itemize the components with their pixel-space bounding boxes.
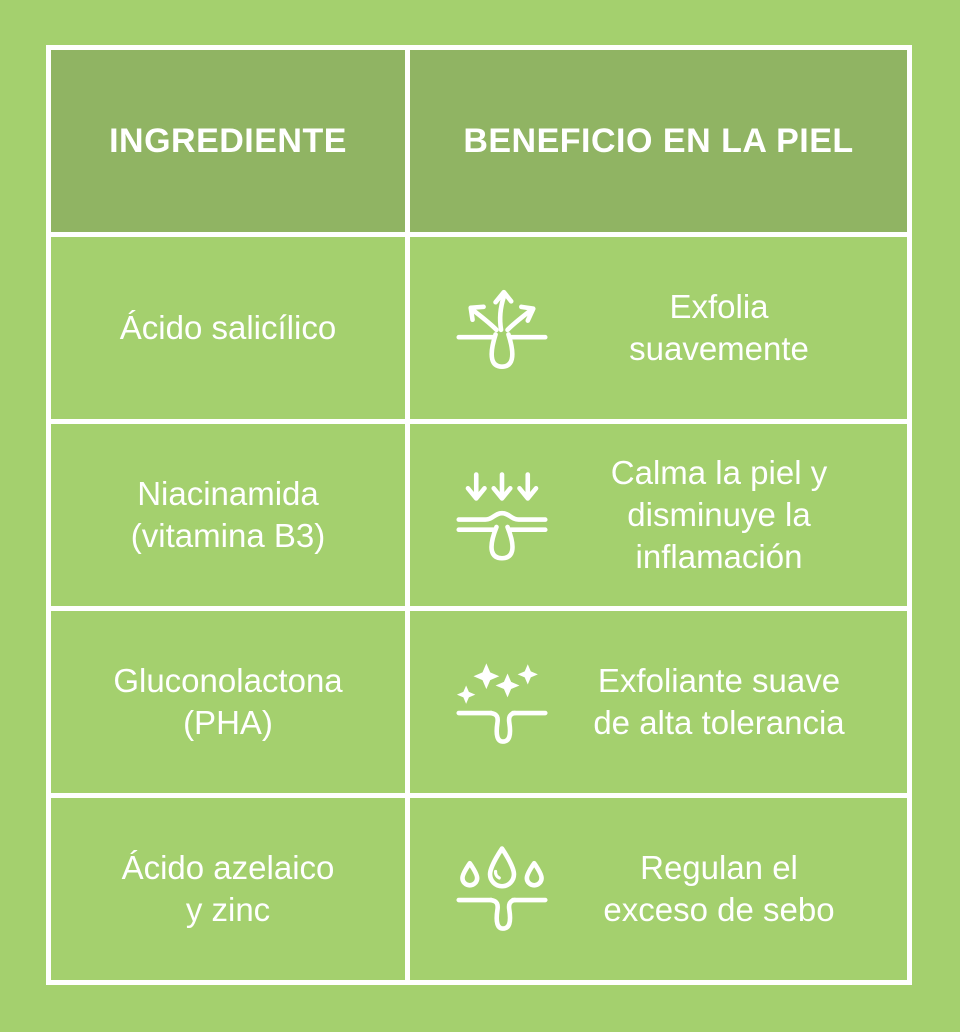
ingredient-cell-acido-salicilico <box>51 237 405 419</box>
ingredient-cell-niacinamida <box>51 424 405 606</box>
header-cell-beneficio <box>410 50 907 232</box>
sebum-droplets-icon <box>454 843 549 935</box>
benefit-text: Calma la piel y disminuye la inflamación <box>610 454 828 575</box>
skin-sparkles-icon <box>454 656 549 748</box>
skin-soothe-down-arrows-icon <box>454 469 549 561</box>
ingredient-text: Ácido salicílico <box>119 309 337 346</box>
ingredient-text: Ácido azelaico y zinc <box>121 849 335 928</box>
benefit-text: Exfolia suavemente <box>629 288 809 367</box>
benefit-cell-exfolia <box>410 237 907 419</box>
benefit-text: Regulan el exceso de sebo <box>603 849 835 928</box>
header-label-ingrediente: INGREDIENTE <box>109 121 347 160</box>
benefit-cell-calma <box>410 424 907 606</box>
ingredients-table <box>46 45 912 985</box>
ingredient-cell-gluconolactona <box>51 611 405 793</box>
header-label-beneficio: BENEFICIO EN LA PIEL <box>463 121 854 160</box>
pore-exfoliate-arrows-icon <box>454 282 549 374</box>
benefit-text: Exfoliante suave de alta tolerancia <box>593 662 845 741</box>
benefit-cell-exfoliante-suave <box>410 611 907 793</box>
ingredient-text: Niacinamida (vitamina B3) <box>130 475 326 554</box>
header-cell-ingrediente <box>51 50 405 232</box>
ingredient-text: Gluconolactona (PHA) <box>113 662 343 741</box>
benefit-cell-regulan-sebo <box>410 798 907 980</box>
ingredient-cell-acido-azelaico <box>51 798 405 980</box>
